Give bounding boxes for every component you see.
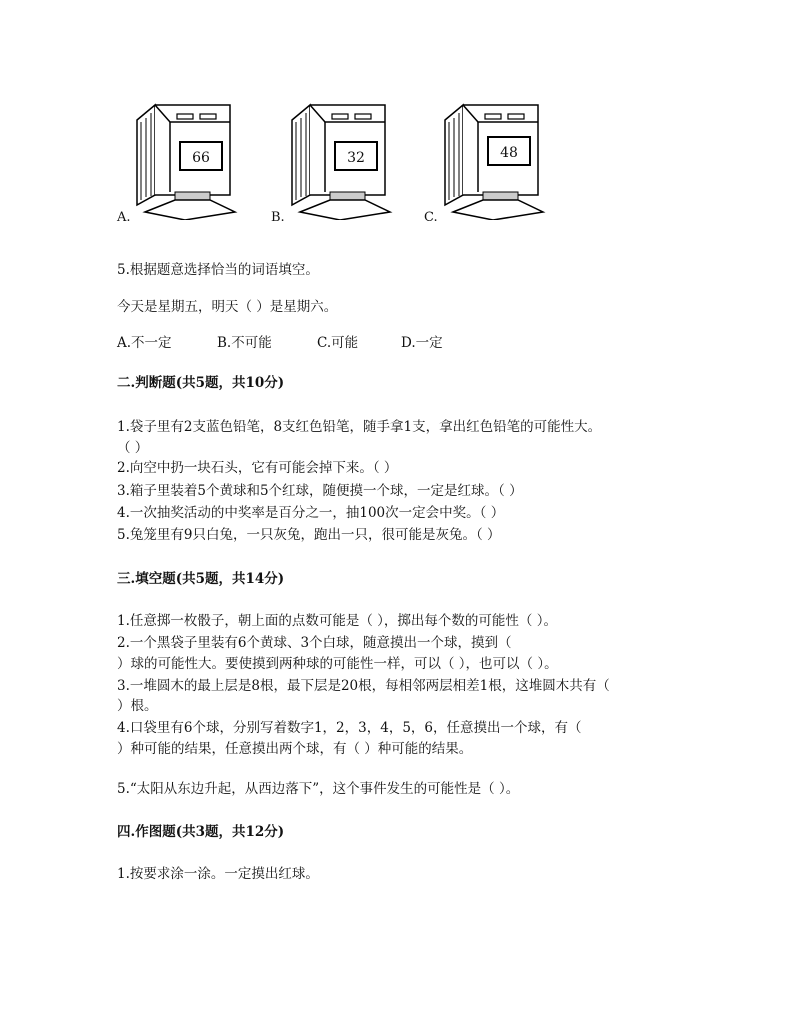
section-2-item: 5.兔笼里有9只白兔，一只灰兔，跑出一只，很可能是灰兔。（ ） <box>117 527 501 543</box>
option-label-b: B. <box>271 210 285 225</box>
section-3-heading: 三.填空题(共5题，共14分) <box>117 571 285 587</box>
question-5-option-a: A.不一定 <box>117 335 172 351</box>
option-label-a: A. <box>117 210 131 225</box>
section-3-item: 1.任意掷一枚骰子，朝上面的点数可能是（ ），掷出每个数的可能性（ ）。 <box>117 613 557 629</box>
section-4-heading: 四.作图题(共3题，共12分) <box>117 824 285 840</box>
lottery-machine-c <box>443 100 553 220</box>
question-5-option-b: B.不可能 <box>217 335 272 351</box>
question-5-option-c: C.可能 <box>317 335 359 351</box>
question-5-option-d: D.一定 <box>401 335 443 351</box>
section-2-item: 2.向空中扔一块石头，它有可能会掉下来。（ ） <box>117 460 398 476</box>
lottery-machine-a <box>135 100 245 220</box>
lottery-machine-b <box>290 100 400 220</box>
question-5-stem: 今天是星期五，明天（ ）是星期六。 <box>117 299 338 315</box>
section-2-item: 4.一次抽奖活动的中奖率是百分之一，抽100次一定会中奖。（ ） <box>117 505 505 521</box>
machine-number: 66 <box>192 150 210 166</box>
section-3-item: ）根。 <box>117 698 158 714</box>
section-3-item: 3.一堆圆木的最上层是8根，最下层是20根，每相邻两层相差1根，这堆圆木共有（ <box>117 678 610 694</box>
section-2-item: 1.袋子里有2支蓝色铅笔，8支红色铅笔，随手拿1支，拿出红色铅笔的可能性大。 <box>117 419 602 435</box>
section-4-item: 1.按要求涂一涂。一定摸出红球。 <box>117 866 319 882</box>
question-5-title: 5.根据题意选择恰当的词语填空。 <box>117 262 319 278</box>
section-3-item: 4.口袋里有6个球，分别写着数字1，2，3，4，5，6，任意摸出一个球，有（ <box>117 720 582 736</box>
section-3-item: ）球的可能性大。要使摸到两种球的可能性一样，可以（ ），也可以（ ）。 <box>117 656 558 672</box>
option-label-c: C. <box>424 210 438 225</box>
section-2-item: （ ） <box>117 440 149 456</box>
section-3-item: 2.一个黑袋子里装有6个黄球、3个白球，随意摸出一个球，摸到（ <box>117 635 512 651</box>
section-3-item: 5.“太阳从东边升起，从西边落下”，这个事件发生的可能性是（ ）。 <box>117 781 520 797</box>
section-3-item: ）种可能的结果，任意摸出两个球，有（ ）种可能的结果。 <box>117 741 473 757</box>
machine-number: 32 <box>347 150 365 166</box>
machine-number: 48 <box>500 145 518 161</box>
section-2-heading: 二.判断题(共5题，共10分) <box>117 375 285 391</box>
section-2-item: 3.箱子里装着5个黄球和5个红球，随便摸一个球，一定是红球。（ ） <box>117 483 523 499</box>
